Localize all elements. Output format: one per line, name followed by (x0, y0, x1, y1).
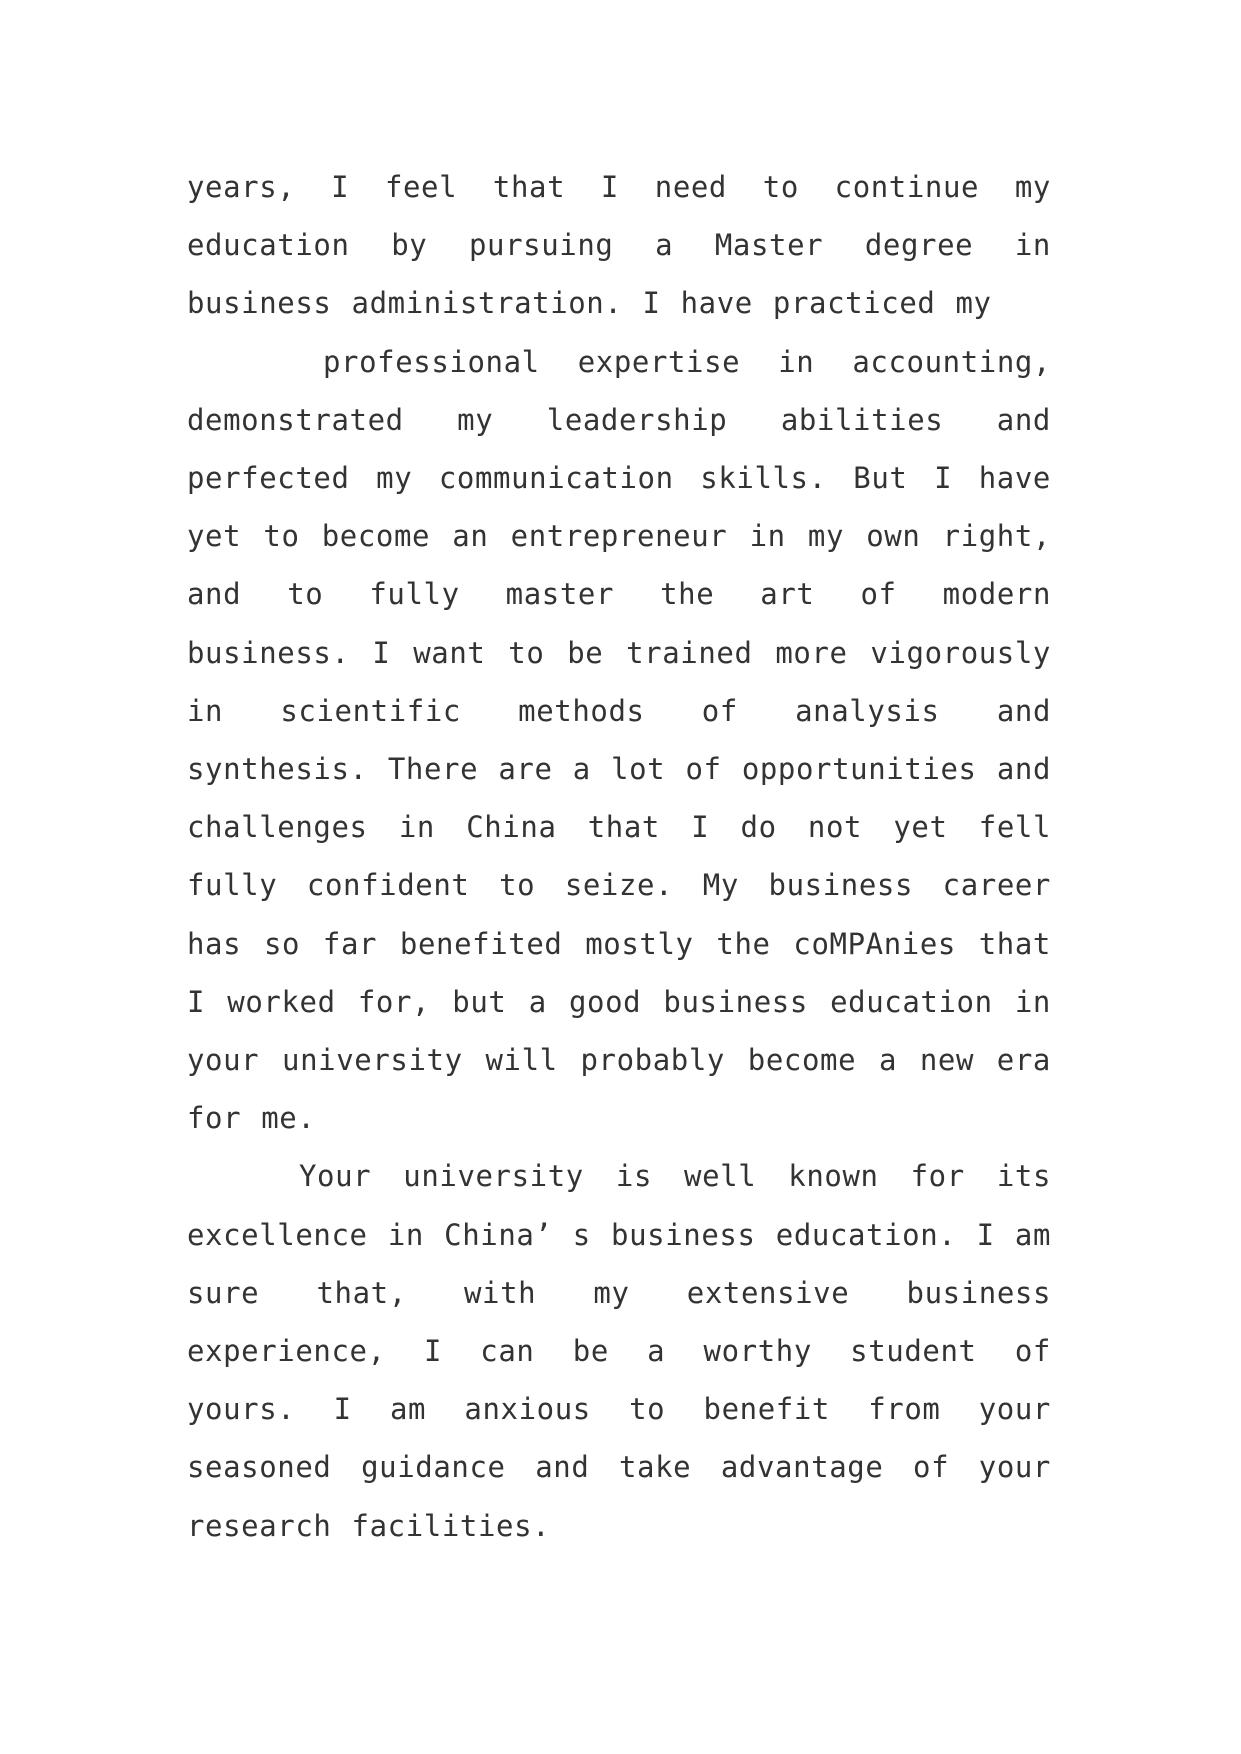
body-text (187, 158, 1051, 1555)
paragraph-continuation: years, I feel that I need to continue my education by pursuing a Master degree in business administration. I have practiced my (187, 170, 1051, 321)
paragraph-expertise: professional expertise in accounting, demonstrated my leadership abilities and perfected my communication skills. But I have yet to become an entrepreneur in my own right, and to fully master the art of modern business. I want to be trained more vigorously in scientific methods of analysis and synthesis. There are a lot of opportunities and challenges in China that I do not yet fell fully confident to seize. My business career has so far benefited mostly the coMPAnies that I worked for, but a good business education in your university will probably become a new era for me. (187, 344, 1051, 1136)
paragraph-university: Your university is well known for its excellence in China’ s business education. I am sure that, with my extensive business experience, I can be a worthy student of yours. I am anxious to benefit from your seasoned guidance and take advantage of your research facilities. (187, 1159, 1051, 1543)
